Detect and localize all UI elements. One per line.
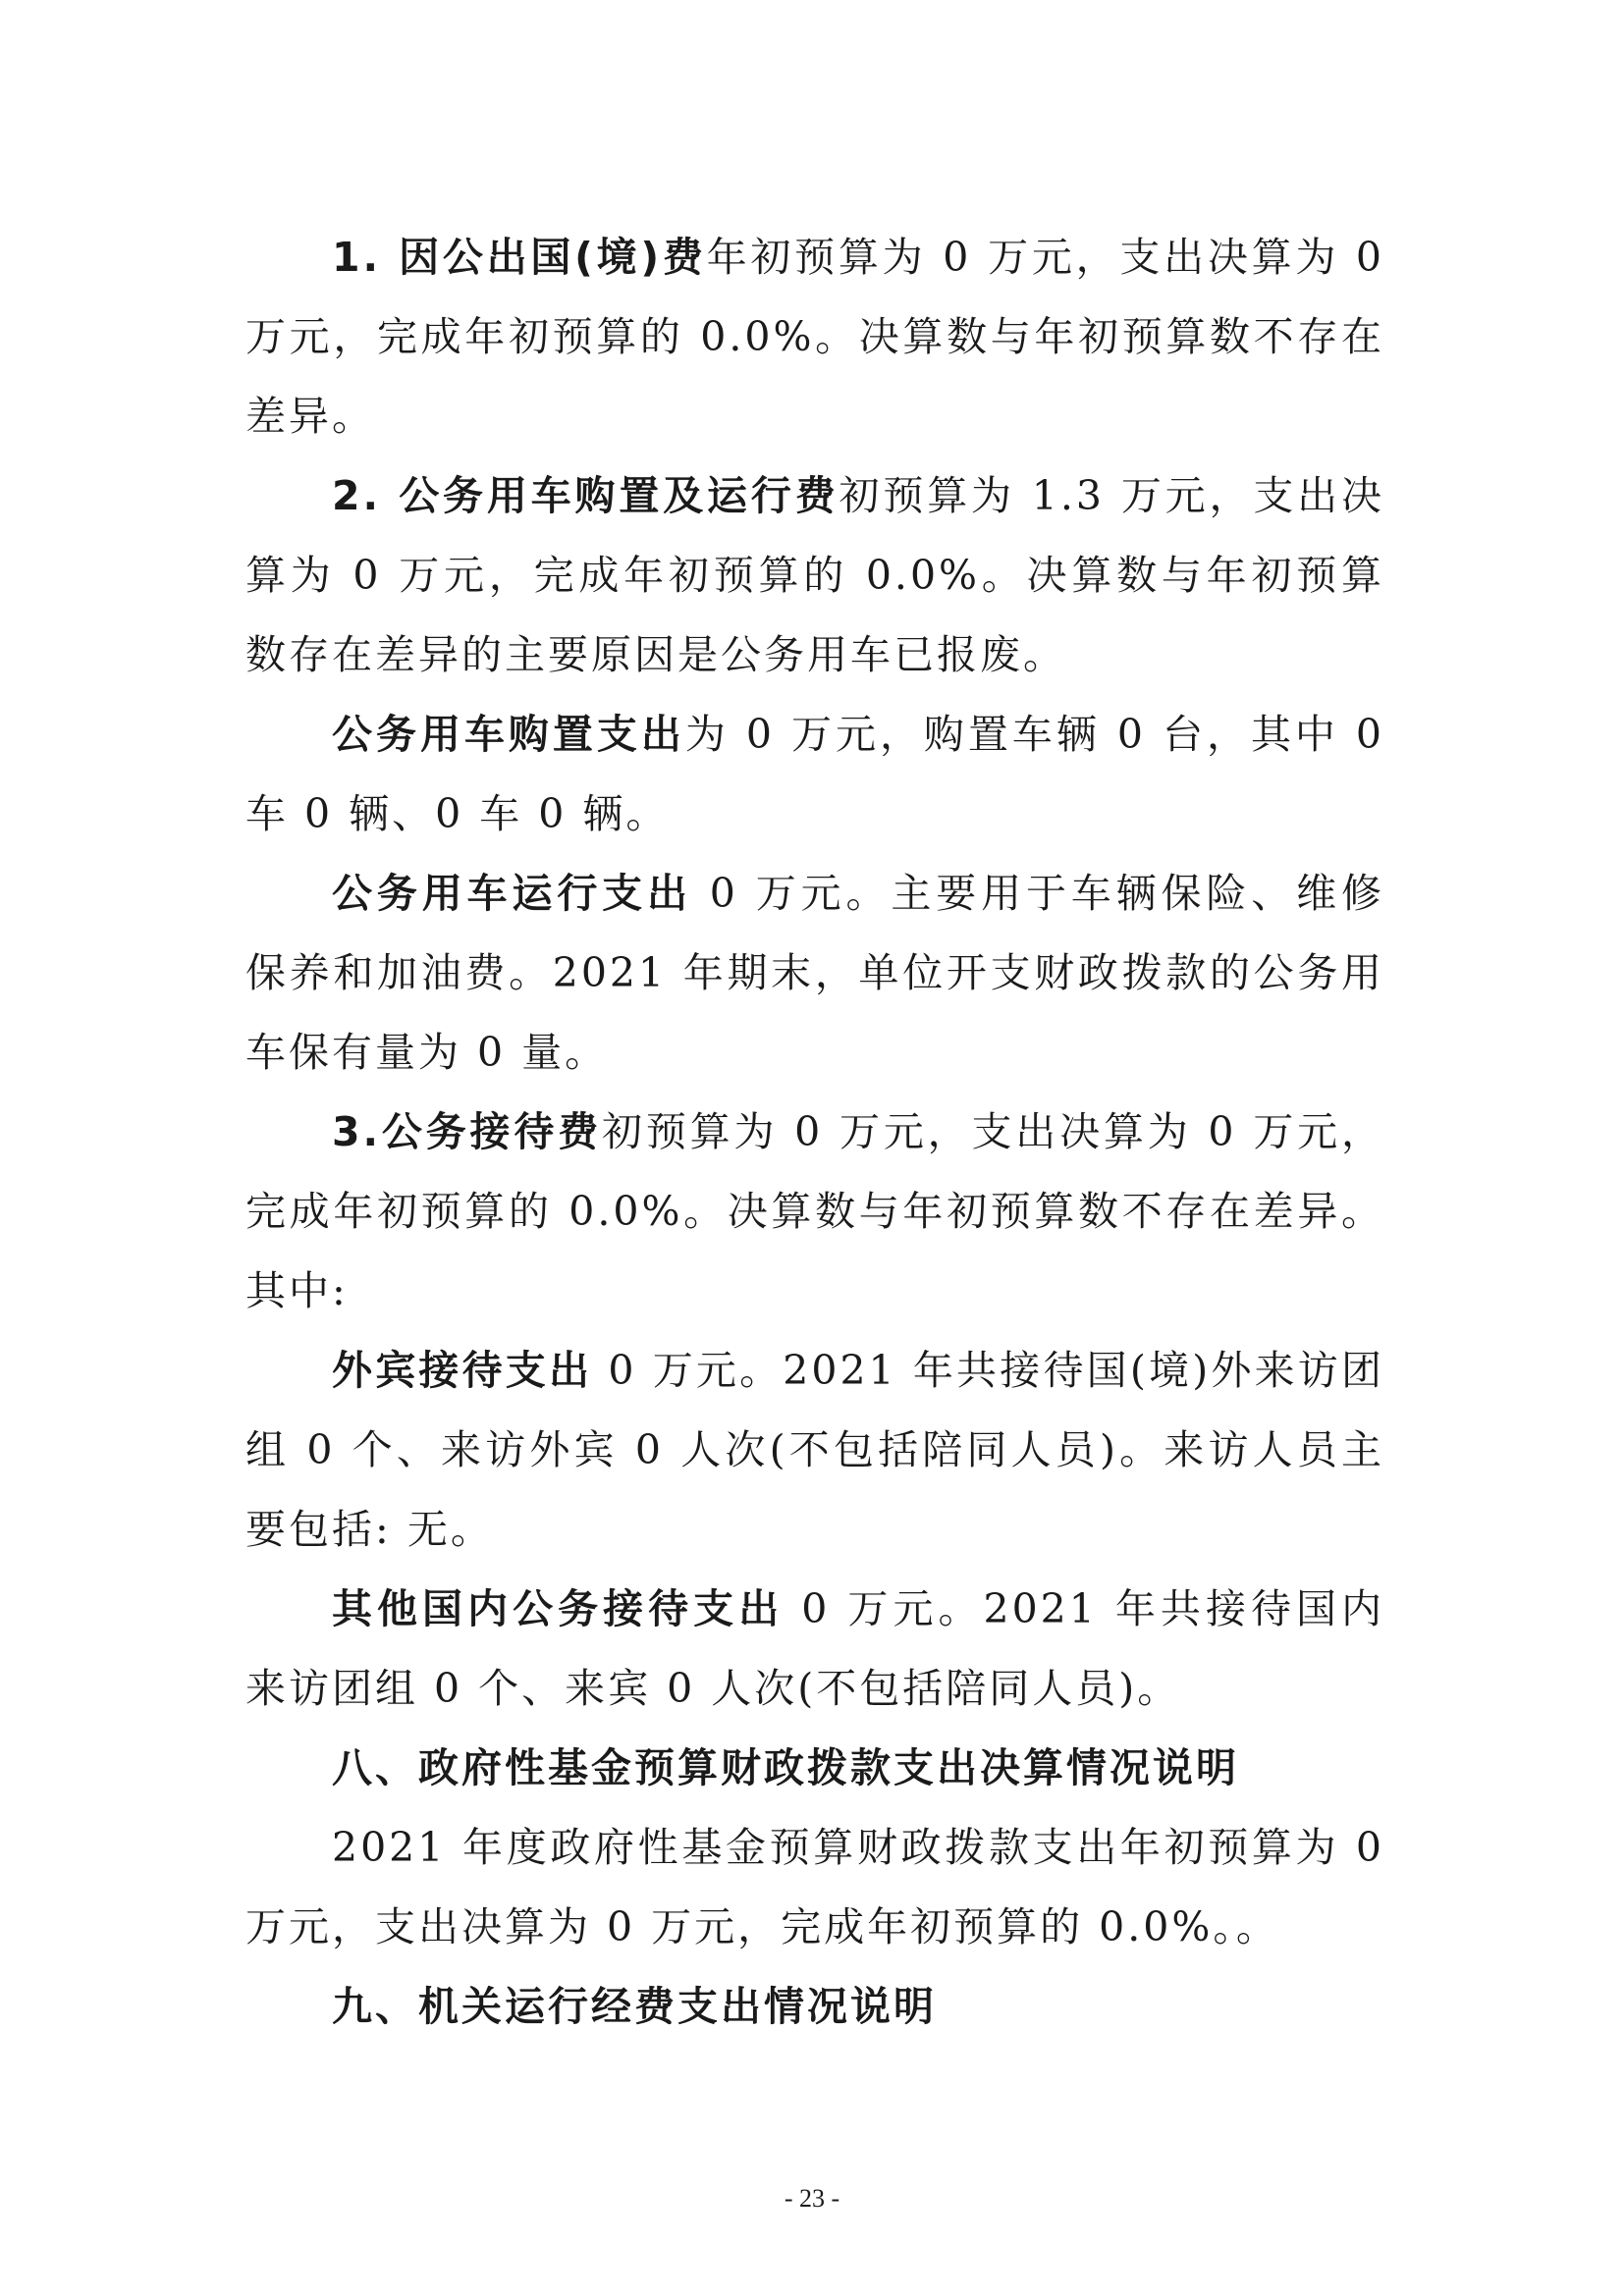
section-8-heading: 八、政府性基金预算财政拨款支出决算情况说明 xyxy=(332,1744,1239,1791)
reception-expense-title: 3.公务接待费 xyxy=(332,1108,602,1155)
reception-expense-text: 初预算为 0 万元，支出决算为 0 万元，完成年初预算的 0.0%。决算数与年初预算数不存在差异。其中: xyxy=(245,1108,1384,1314)
overseas-travel-expense-text: 年初预算为 0 万元，支出决算为 0 万元，完成年初预算的 0.0%。决算数与年初预算数不存在差异。 xyxy=(245,234,1384,440)
foreign-reception-title: 外宾接待支出 xyxy=(332,1347,593,1394)
domestic-reception-text: 0 万元。2021 年共接待国内来访团组 0 个、来宾 0 人次(不包括陪同人员)。 xyxy=(245,1585,1385,1712)
section-9-heading: 九、机关运行经费支出情况说明 xyxy=(332,1983,937,2030)
paragraph-domestic-reception xyxy=(245,1570,1384,1729)
vehicle-expense-title: 2. 公务用车购置及运行费 xyxy=(332,472,839,519)
paragraph-overseas-travel-expense xyxy=(245,218,1384,456)
page-number: - 23 - xyxy=(784,2184,840,2213)
domestic-reception-title: 其他国内公务接待支出 xyxy=(332,1585,785,1632)
overseas-travel-expense-title: 1. 因公出国(境)费 xyxy=(332,234,707,281)
paragraph-vehicle-expense xyxy=(245,456,1384,695)
document-body xyxy=(245,218,1384,2047)
vehicle-operation-title: 公务用车运行支出 xyxy=(332,870,692,917)
section-8-paragraph: 2021 年度政府性基金预算财政拨款支出年初预算为 0 万元，支出决算为 0 万元，完成年初预算的 0.0%。。 xyxy=(245,1824,1384,1950)
vehicle-operation-text: 0 万元。主要用于车辆保险、维修保养和加油费。2021 年期末，单位开支财政拨款的公务用车保有量为 0 量。 xyxy=(245,870,1384,1076)
vehicle-purchase-title: 公务用车购置支出 xyxy=(332,711,685,758)
vehicle-purchase-text: 为 0 万元，购置车辆 0 台，其中 0 车 0 辆、0 车 0 辆。 xyxy=(245,711,1385,837)
foreign-reception-text: 0 万元。2021 年共接待国(境)外来访团组 0 个、来访外宾 0 人次(不包括陪同人员)。来访人员主要包括: 无。 xyxy=(245,1347,1385,1553)
paragraph-vehicle-operation xyxy=(245,854,1384,1093)
paragraph-vehicle-purchase xyxy=(245,695,1384,854)
vehicle-expense-text: 初预算为 1.3 万元，支出决算为 0 万元，完成年初预算的 0.0%。决算数与年初预算数存在差异的主要原因是公务用车已报废。 xyxy=(245,472,1384,678)
paragraph-foreign-reception xyxy=(245,1331,1384,1570)
paragraph-reception-expense xyxy=(245,1093,1384,1331)
